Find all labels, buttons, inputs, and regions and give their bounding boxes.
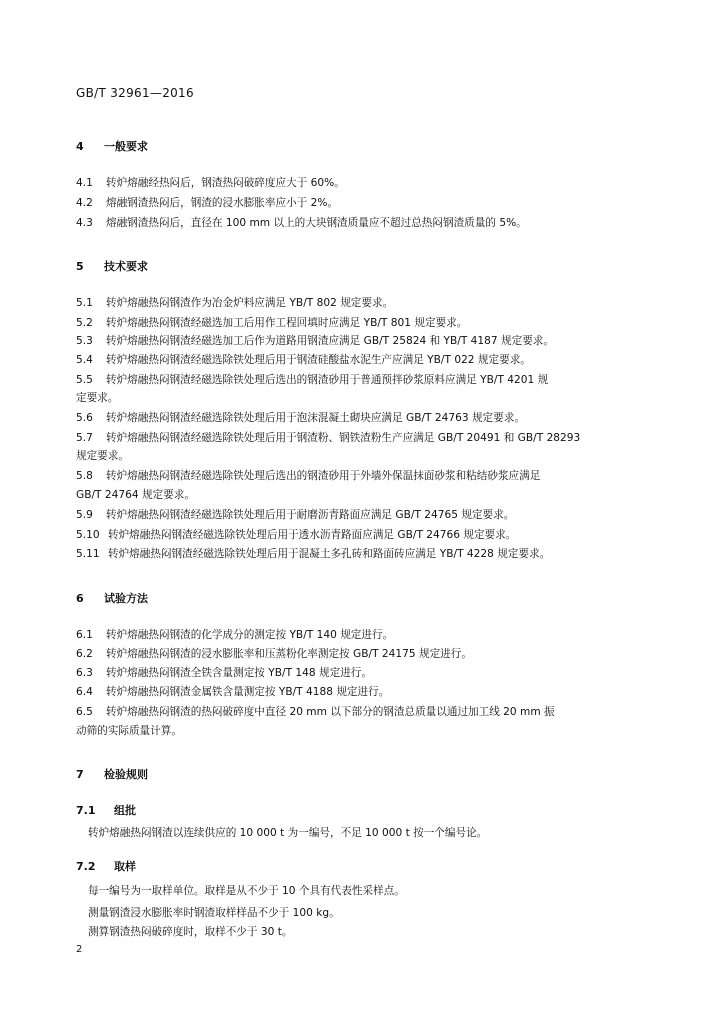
clause-5-7-cont: 规定要求。 bbox=[76, 450, 129, 462]
clause-6-2: 6.2 转炉熔融热闷钢渣的浸水膨胀率和压蒸粉化率测定按 GB/T 24175 规定进行。 bbox=[76, 648, 472, 660]
clause-5-11: 5.11 转炉熔融热闷钢渣经磁选除铁处理后用于混凝土多孔砖和路面砖应满足 YB/T 4228 规定要求。 bbox=[76, 548, 551, 560]
clause-6-5: 6.5 转炉熔融热闷钢渣的热闷破碎度中直径 20 mm 以下部分的钢渣总质量以通过加工线 20 mm 振 bbox=[76, 706, 555, 718]
standard-number: GB/T 32961—2016 bbox=[76, 86, 194, 100]
clause-5-5-cont: 定要求。 bbox=[76, 392, 119, 404]
clause-5-7: 5.7 转炉熔融热闷钢渣经磁选除铁处理后用于钢渣粉、钢铁渣粉生产应满足 GB/T 20491 和 GB/T 28293 bbox=[76, 432, 581, 444]
section-6-heading bbox=[76, 590, 148, 606]
page-number: 2 bbox=[76, 944, 83, 955]
clause-4-2: 4.2 熔融钢渣热闷后，钢渣的浸水膨胀率应小于 2%。 bbox=[76, 197, 339, 209]
clause-5-9: 5.9 转炉熔融热闷钢渣经磁选除铁处理后用于耐磨沥青路面应满足 GB/T 24765 规定要求。 bbox=[76, 509, 515, 521]
clause-7-1-text: 转炉熔融热闷钢渣以连续供应的 10 000 t 为一编号，不足 10 000 t 按一个编号论。 bbox=[88, 827, 488, 839]
section-number: 5 bbox=[76, 260, 84, 273]
clause-5-8-cont: GB/T 24764 规定要求。 bbox=[76, 489, 195, 501]
clause-5-3: 5.3 转炉熔融热闷钢渣经磁选加工后作为道路用钢渣应满足 GB/T 25824 和 YB/T 4187 规定要求。 bbox=[76, 335, 554, 347]
section-title: 检验规则 bbox=[104, 768, 148, 781]
section-title: 一般要求 bbox=[104, 140, 148, 153]
section-number: 7 bbox=[76, 768, 84, 781]
clause-6-4: 6.4 转炉熔融热闷钢渣金属铁含量测定按 YB/T 4188 规定进行。 bbox=[76, 686, 390, 698]
clause-6-3: 6.3 转炉熔融热闷钢渣全铁含量测定按 YB/T 148 规定进行。 bbox=[76, 667, 372, 679]
section-title: 试验方法 bbox=[104, 592, 148, 605]
clause-5-6: 5.6 转炉熔融热闷钢渣经磁选除铁处理后用于泡沫混凝土砌块应满足 GB/T 24763 规定要求。 bbox=[76, 412, 525, 424]
clause-5-10: 5.10 转炉熔融热闷钢渣经磁选除铁处理后用于透水沥青路面应满足 GB/T 24766 规定要求。 bbox=[76, 529, 517, 541]
clause-5-1: 5.1 转炉熔融热闷钢渣作为冶金炉料应满足 YB/T 802 规定要求。 bbox=[76, 297, 394, 309]
clause-4-1: 4.1 转炉熔融经热闷后，钢渣热闷破碎度应大于 60%。 bbox=[76, 177, 345, 189]
section-title: 技术要求 bbox=[104, 260, 148, 273]
clause-5-8: 5.8 转炉熔融热闷钢渣经磁选除铁处理后选出的钢渣砂用于外墙外保温抹面砂浆和粘结砂浆应满足 bbox=[76, 470, 541, 482]
clause-6-5-cont: 动筛的实际质量计算。 bbox=[76, 725, 182, 737]
subsection-7-1-heading: 7.1 组批 bbox=[76, 804, 136, 817]
section-number: 4 bbox=[76, 140, 84, 153]
clause-5-5: 5.5 转炉熔融热闷钢渣经磁选除铁处理后选出的钢渣砂用于普通预拌砂浆原料应满足 YB/T 4201 规 bbox=[76, 374, 549, 386]
section-4-heading bbox=[76, 138, 148, 154]
clause-6-1: 6.1 转炉熔融热闷钢渣的化学成分的测定按 YB/T 140 规定进行。 bbox=[76, 629, 394, 641]
clause-7-2-line: 测量钢渣浸水膨胀率时钢渣取样样品不少于 100 kg。 bbox=[88, 907, 340, 919]
clause-5-2: 5.2 转炉熔融热闷钢渣经磁选加工后用作工程回填时应满足 YB/T 801 规定要求。 bbox=[76, 317, 468, 329]
section-5-heading bbox=[76, 258, 148, 274]
clause-4-3: 4.3 熔融钢渣热闷后，直径在 100 mm 以上的大块钢渣质量应不超过总热闷钢渣质量的 5%。 bbox=[76, 217, 527, 229]
section-7-heading bbox=[76, 766, 148, 782]
clause-7-2-line: 测算钢渣热闷破碎度时，取样不少于 30 t。 bbox=[88, 926, 293, 938]
clause-7-2-line: 每一编号为一取样单位。取样是从不少于 10 个具有代表性采样点。 bbox=[88, 885, 405, 897]
subsection-7-2-heading: 7.2 取样 bbox=[76, 860, 136, 873]
section-number: 6 bbox=[76, 592, 84, 605]
clause-5-4: 5.4 转炉熔融热闷钢渣经磁选除铁处理后用于钢渣硅酸盐水泥生产应满足 YB/T 022 规定要求。 bbox=[76, 354, 531, 366]
